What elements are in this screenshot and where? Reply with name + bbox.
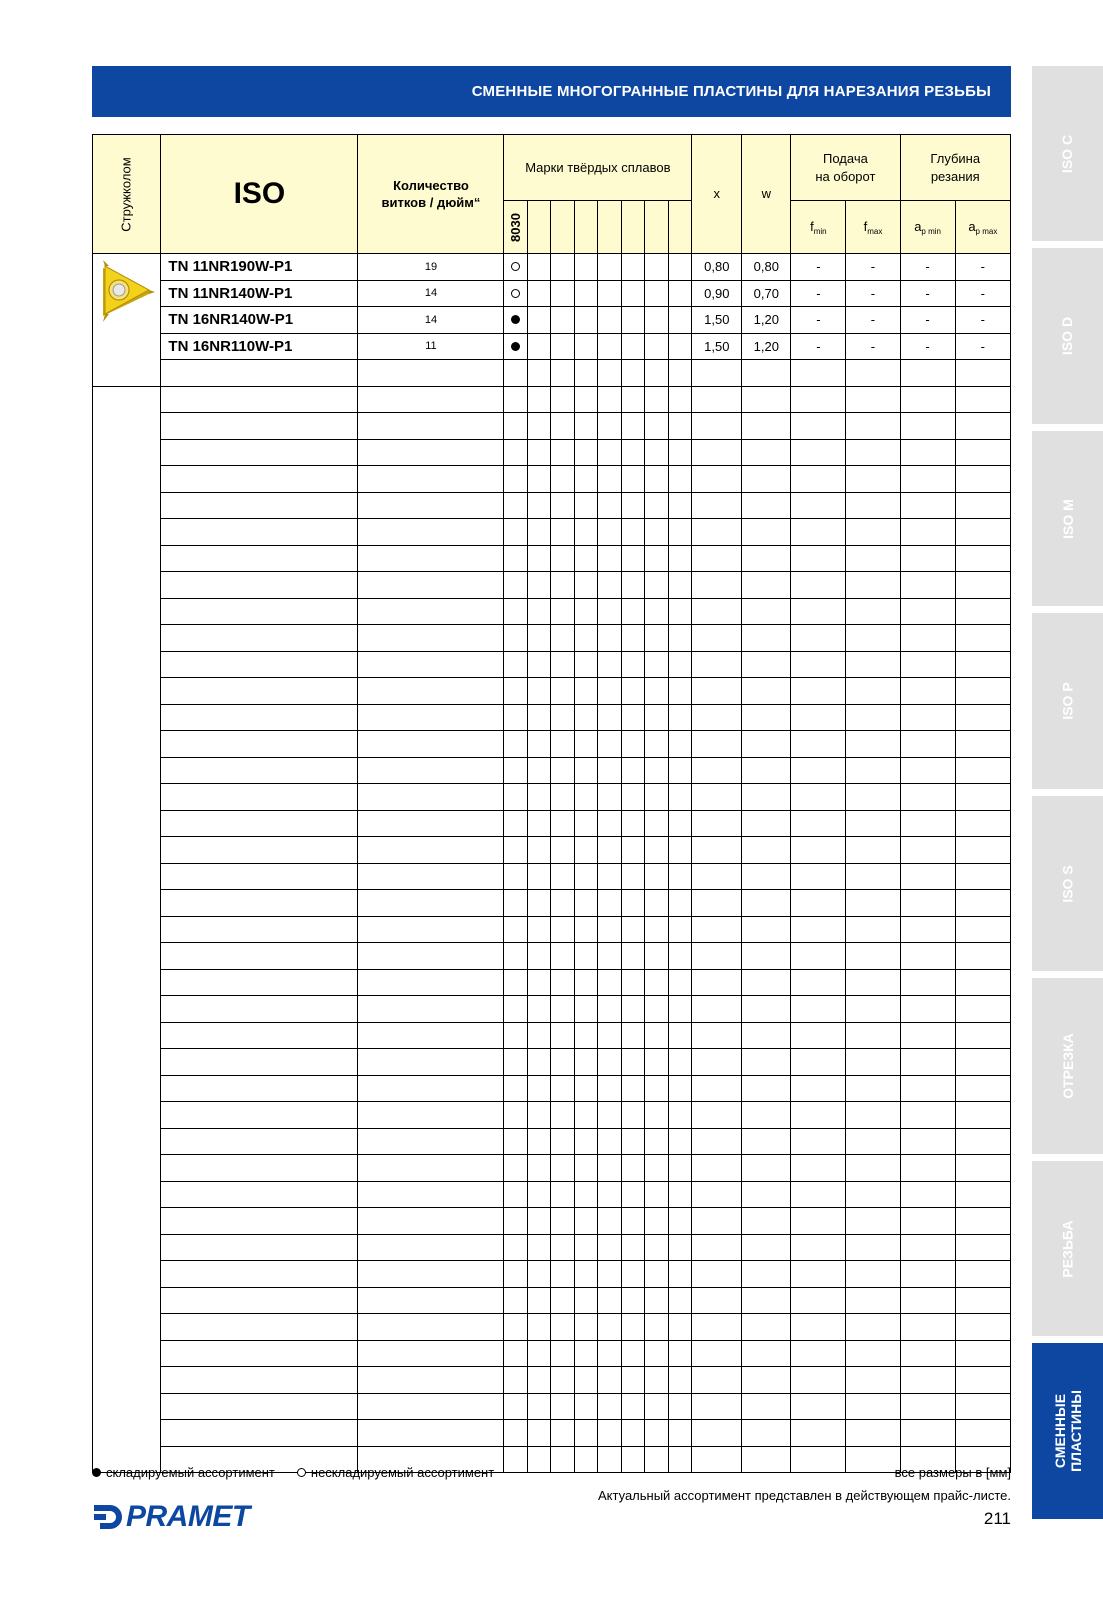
empty-row xyxy=(93,625,1011,652)
empty-row xyxy=(93,1234,1011,1261)
f-min-cell: - xyxy=(791,307,846,334)
non-stocked-icon xyxy=(297,1468,306,1477)
empty-row xyxy=(93,757,1011,784)
empty-row xyxy=(93,1393,1011,1420)
w-cell: 0,80 xyxy=(742,254,791,281)
table-row xyxy=(93,280,1011,307)
empty-row xyxy=(93,704,1011,731)
tab-threading[interactable]: РЕЗЬБА xyxy=(1032,1161,1103,1336)
f-max-cell: - xyxy=(846,333,900,360)
grade-8030-cell xyxy=(504,333,527,360)
page-header xyxy=(92,66,1011,117)
tpi-header: Количество витков / дюйм“ xyxy=(358,135,504,254)
ap-min-cell: - xyxy=(900,280,955,307)
f-min-header: $f_{min}$ xyxy=(791,201,846,254)
empty-row xyxy=(93,863,1011,890)
empty-row xyxy=(93,545,1011,572)
empty-row xyxy=(93,466,1011,493)
x-header: x xyxy=(692,135,742,254)
ap-max-cell: - xyxy=(955,280,1010,307)
empty-row xyxy=(93,916,1011,943)
tpi-cell: 14 xyxy=(358,307,504,334)
tab-iso-c[interactable]: ISO C xyxy=(1032,66,1103,241)
chipbreaker-empty-cell xyxy=(93,386,161,1473)
empty-row xyxy=(93,969,1011,996)
stocked-icon xyxy=(511,342,520,351)
table-row xyxy=(93,254,1011,281)
empty-row xyxy=(93,1022,1011,1049)
empty-row xyxy=(93,731,1011,758)
ap-min-cell: - xyxy=(900,254,955,281)
ap-min-header: $a_{p min}$ xyxy=(900,201,955,254)
grade-8030-header: 8030 xyxy=(504,201,527,254)
x-cell: 0,90 xyxy=(692,280,742,307)
insert-table xyxy=(92,134,1011,1473)
ap-max-cell: - xyxy=(955,307,1010,334)
empty-row xyxy=(93,439,1011,466)
feed-header: Подача на оборот xyxy=(791,135,900,201)
non-stocked-icon xyxy=(511,289,520,298)
page-title: СМЕННЫЕ МНОГОГРАННЫЕ ПЛАСТИНЫ ДЛЯ НАРЕЗАНИЯ РЕЗЬБЫ xyxy=(471,83,991,100)
tab-iso-m[interactable]: ISO M xyxy=(1032,431,1103,606)
legend-stocked: складируемый ассортимент xyxy=(92,1465,275,1480)
units-note: все размеры в [мм] xyxy=(894,1465,1011,1480)
legend xyxy=(92,1465,494,1480)
empty-row xyxy=(93,598,1011,625)
empty-row xyxy=(93,1049,1011,1076)
tab-iso-p[interactable]: ISO P xyxy=(1032,613,1103,789)
grade-8030-cell xyxy=(504,307,527,334)
grade-empty-header xyxy=(645,201,668,254)
empty-row xyxy=(93,810,1011,837)
f-min-cell: - xyxy=(791,254,846,281)
ap-max-cell: - xyxy=(955,254,1010,281)
empty-row xyxy=(93,1128,1011,1155)
chipbreaker-header: Стружколом xyxy=(93,135,161,254)
f-min-cell: - xyxy=(791,280,846,307)
legend-non-stocked: нескладируемый ассортимент xyxy=(297,1465,494,1480)
tab-iso-s[interactable]: ISO S xyxy=(1032,796,1103,971)
empty-row xyxy=(93,1102,1011,1129)
tpi-cell: 11 xyxy=(358,333,504,360)
iso-header: ISO xyxy=(161,135,358,254)
ap-min-cell: - xyxy=(900,333,955,360)
empty-row xyxy=(93,413,1011,440)
w-cell: 1,20 xyxy=(742,333,791,360)
grade-empty-header xyxy=(574,201,597,254)
empty-row xyxy=(93,1181,1011,1208)
f-max-header: $f_{max}$ xyxy=(846,201,900,254)
grade-empty-header xyxy=(621,201,644,254)
x-cell: 0,80 xyxy=(692,254,742,281)
w-cell: 0,70 xyxy=(742,280,791,307)
pramet-logo: PRAMET xyxy=(92,1500,250,1534)
empty-row xyxy=(93,837,1011,864)
table-row xyxy=(93,333,1011,360)
empty-row xyxy=(93,890,1011,917)
tpi-cell: 19 xyxy=(358,254,504,281)
stocked-icon xyxy=(511,315,520,324)
w-cell: 1,20 xyxy=(742,307,791,334)
grades-header: Марки твёрдых сплавов xyxy=(504,135,692,201)
ap-max-cell: - xyxy=(955,333,1010,360)
tpi-cell: 14 xyxy=(358,280,504,307)
f-max-cell: - xyxy=(846,280,900,307)
f-max-cell: - xyxy=(846,307,900,334)
empty-row xyxy=(93,1367,1011,1394)
empty-row xyxy=(93,386,1011,413)
price-list-note: Актуальный ассортимент представлен в действующем прайс-листе. xyxy=(597,1488,1011,1503)
tab-cutoff[interactable]: ОТРЕЗКА xyxy=(1032,978,1103,1154)
table-row xyxy=(93,307,1011,334)
empty-row xyxy=(93,678,1011,705)
empty-row xyxy=(93,572,1011,599)
designation-cell: TN 11NR190W-P1 xyxy=(161,254,358,281)
ap-max-header: $a_{p max}$ xyxy=(955,201,1010,254)
page-number: 211 xyxy=(983,1509,1011,1528)
empty-row xyxy=(93,1261,1011,1288)
ap-min-cell: - xyxy=(900,307,955,334)
grade-empty-header xyxy=(551,201,574,254)
empty-row xyxy=(93,492,1011,519)
empty-row xyxy=(93,1287,1011,1314)
empty-row xyxy=(93,1314,1011,1341)
empty-row xyxy=(93,1155,1011,1182)
empty-row xyxy=(93,519,1011,546)
grade-8030-cell xyxy=(504,280,527,307)
depth-header: Глубина резания xyxy=(900,135,1010,201)
designation-cell: TN 16NR110W-P1 xyxy=(161,333,358,360)
grade-empty-header xyxy=(527,201,550,254)
empty-row xyxy=(93,1208,1011,1235)
tab-iso-d[interactable]: ISO D xyxy=(1032,248,1103,424)
stocked-icon xyxy=(92,1468,101,1477)
grade-empty-header xyxy=(598,201,621,254)
f-min-cell: - xyxy=(791,333,846,360)
insert-image-cell xyxy=(93,254,161,387)
x-cell: 1,50 xyxy=(692,333,742,360)
empty-row xyxy=(93,651,1011,678)
empty-row xyxy=(93,1075,1011,1102)
non-stocked-icon xyxy=(511,262,520,271)
grade-8030-cell xyxy=(504,254,527,281)
x-cell: 1,50 xyxy=(692,307,742,334)
f-max-cell: - xyxy=(846,254,900,281)
empty-row xyxy=(93,360,1011,387)
empty-row xyxy=(93,943,1011,970)
empty-row xyxy=(93,784,1011,811)
empty-row xyxy=(93,996,1011,1023)
empty-row xyxy=(93,1420,1011,1447)
triangular-insert-icon xyxy=(99,260,155,324)
pramet-logo-icon xyxy=(92,1503,122,1531)
grade-empty-header xyxy=(668,201,692,254)
designation-cell: TN 11NR140W-P1 xyxy=(161,280,358,307)
w-header: w xyxy=(742,135,791,254)
designation-cell: TN 16NR140W-P1 xyxy=(161,307,358,334)
empty-row xyxy=(93,1340,1011,1367)
tab-inserts[interactable]: СМЕННЫЕ ПЛАСТИНЫ xyxy=(1032,1343,1103,1519)
